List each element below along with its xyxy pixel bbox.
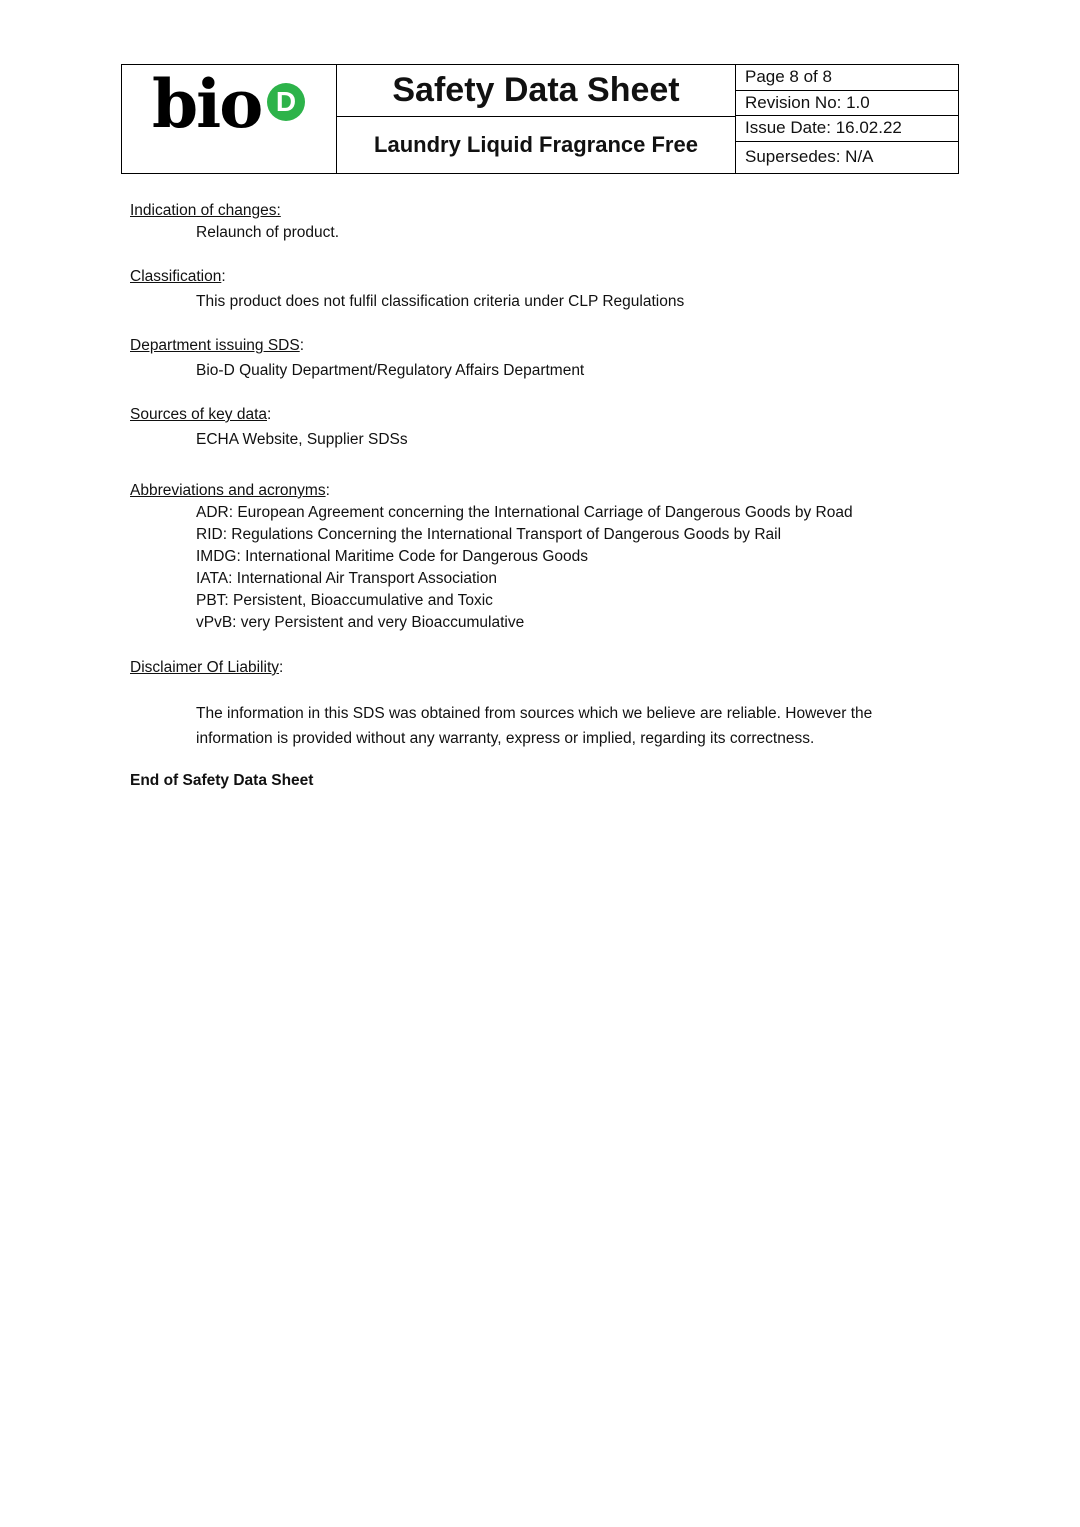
section-abbreviations: Abbreviations and acronyms: ADR: European Agreement concerning the International Carriage of Dangerous Goods by Road RID: Regulations Concerning the International Transport of Dangerous Goods by Rail IMDG: International Maritime Code for Dangerous Goods IATA: International Air Transport Association PBT: Persistent, Bioaccumulative and Toxic vPvB: very Persistent and very Bioaccumulative [130, 480, 950, 634]
issue-date: Issue Date: 16.02.22 [736, 116, 958, 142]
list-item: ADR: European Agreement concerning the International Carriage of Dangerous Goods by Road [196, 504, 853, 521]
section-heading: Classification [130, 268, 222, 285]
end-of-document: End of Safety Data Sheet [130, 772, 314, 789]
section-heading: Indication of changes: [130, 202, 281, 219]
section-disclaimer: Disclaimer Of Liability: The information in this SDS was obtained from sources which we believe are reliable. However the information is provided without any warranty, express or implied, regarding its correctness. [130, 657, 950, 751]
document-title: Safety Data Sheet [337, 65, 735, 117]
section-text: This product does not fulfil classification criteria under CLP Regulations [196, 293, 685, 310]
section-text: Bio-D Quality Department/Regulatory Affairs Department [196, 362, 585, 379]
list-item: RID: Regulations Concerning the International Transport of Dangerous Goods by Rail [196, 526, 782, 543]
section-heading: Department issuing SDS [130, 337, 300, 354]
section-text: ECHA Website, Supplier SDSs [196, 431, 408, 448]
section-heading: Disclaimer Of Liability [130, 659, 280, 676]
section-heading: Abbreviations and acronyms [130, 482, 326, 499]
logo-wordmark: bio [152, 65, 262, 143]
document-info [736, 65, 958, 173]
document-header [121, 64, 959, 174]
list-item: vPvB: very Persistent and very Bioaccumulative [196, 614, 525, 631]
product-name: Laundry Liquid Fragrance Free [374, 132, 698, 157]
list-item: PBT: Persistent, Bioaccumulative and Toxic [196, 592, 493, 609]
section-text: Relaunch of product. [196, 224, 340, 241]
logo-badge: D [267, 83, 305, 121]
logo [122, 65, 337, 173]
section-text [130, 701, 950, 751]
section-sources: Sources of key data: ECHA Website, Supplier SDSs [130, 404, 950, 451]
title-block [337, 65, 736, 173]
section-changes [130, 200, 950, 244]
list-item: IMDG: International Maritime Code for Dangerous Goods [196, 548, 588, 565]
section-classification: Classification: This product does not fulfil classification criteria under CLP Regulations [130, 266, 950, 313]
disclaimer-line: The information in this SDS was obtained from sources which we believe are reliable. However the [196, 705, 873, 722]
page-number: Page 8 of 8 [736, 65, 958, 91]
section-department: Department issuing SDS: Bio-D Quality Department/Regulatory Affairs Department [130, 335, 950, 382]
revision-number: Revision No: 1.0 [736, 91, 958, 117]
section-heading: Sources of key data [130, 406, 267, 423]
supersedes: Supersedes: N/A [745, 147, 874, 167]
list-item: IATA: International Air Transport Association [196, 570, 497, 587]
disclaimer-line: information is provided without any warranty, express or implied, regarding its correctness. [196, 730, 815, 747]
